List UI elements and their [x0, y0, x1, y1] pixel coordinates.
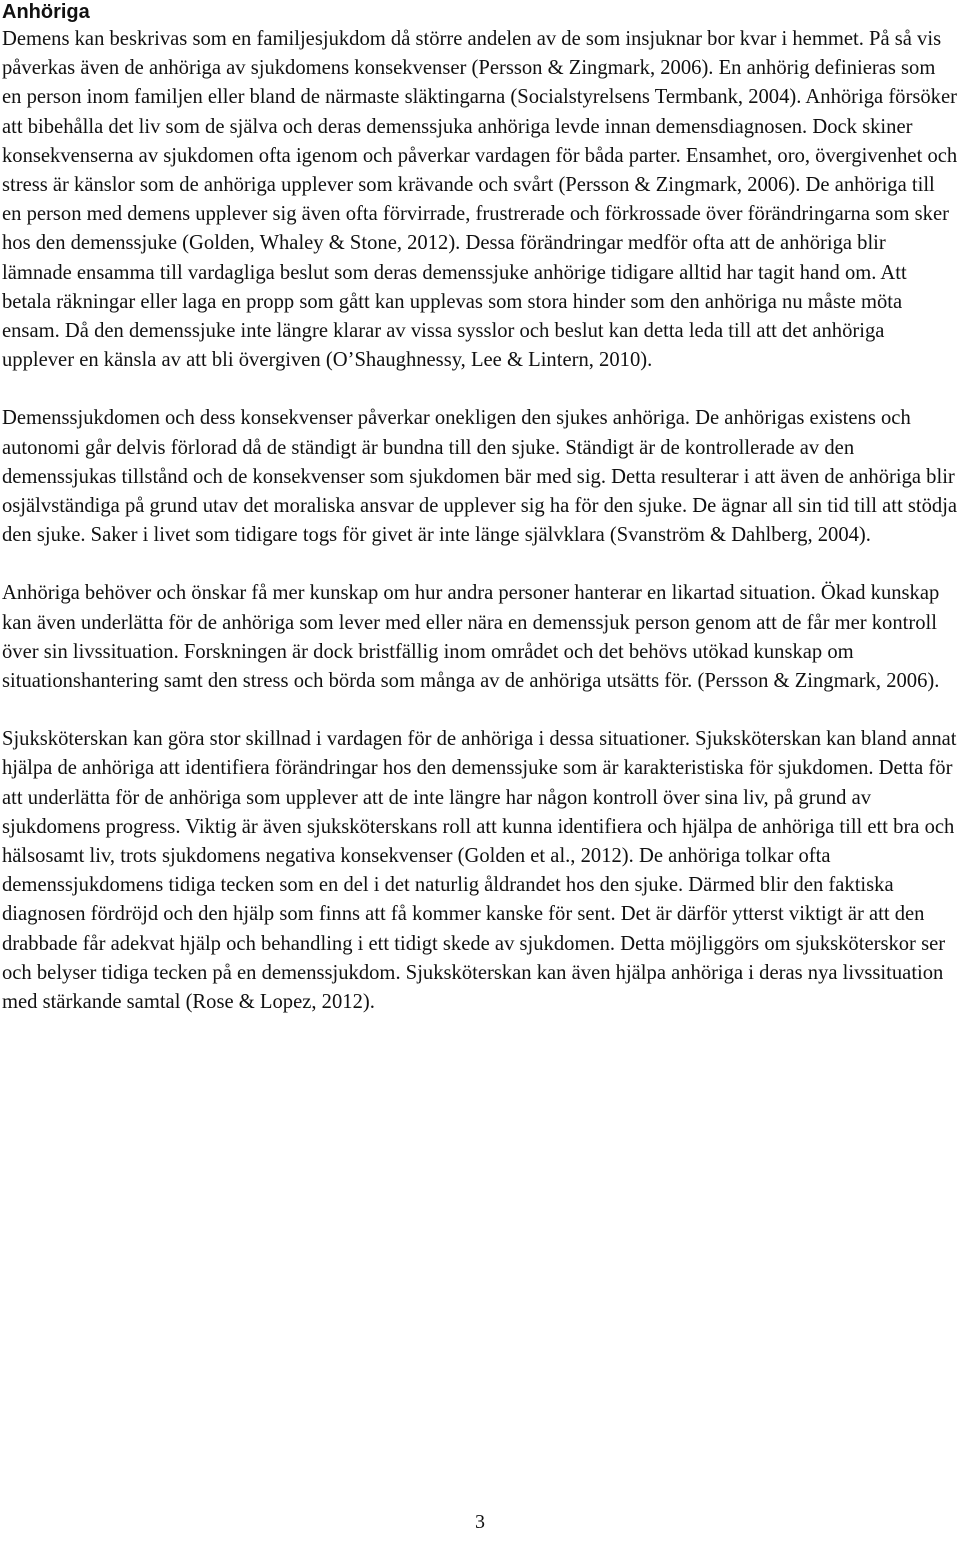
- paragraph-2: Demenssjukdomen och dess konsekvenser påverkar onekligen den sjukes anhöriga. De anhörigas existens och autonomi går delvis förlorad då de ständigt är bundna till den sjuke. Ständigt är de kontrollerade av den demenssjukas tillstånd och de konsekvenser som sjukdomen bär med sig. Detta resulterar i att även de anhöriga blir osjälvständiga på grund utav det moraliska ansvar de upplever sig ha för den sjuke. De ägnar all sin tid till att stödja den sjuke. Saker i livet som tidigare togs för givet är inte länge självklara (Svanström & Dahlberg, 2004).: [2, 407, 958, 547]
- paragraph-3: Anhöriga behöver och önskar få mer kunskap om hur andra personer hanterar en likartad situation. Ökad kunskap kan även underlätta för de anhöriga som lever med eller nära en demenssjuk person genom att de får mer kontroll över sin livssituation. Forskningen är dock bristfällig inom området och det behövs utökad kunskap om situationshantering samt den stress och börda som många av de anhöriga utsätts för. (Persson & Zingmark, 2006).: [2, 582, 940, 693]
- page-number: 3: [475, 1511, 485, 1533]
- paragraph-4: Sjuksköterskan kan göra stor skillnad i vardagen för de anhöriga i dessa situationer. Sjuksköterskan kan bland annat hjälpa de anhöriga att identifiera förändringar hos den demenssjuke som är karakteristiska för sjukdomen. Detta för att underlätta för de anhöriga som upplever att de inte längre har någon kontroll över sina liv, på grund av sjukdomens progress. Viktig är även sjuksköterskans roll att kunna identifiera och hjälpa de anhöriga till ett bra och hälsosamt liv, trots sjukdomens negativa konsekvenser (Golden et al., 2012). De anhöriga tolkar ofta demenssjukdomens tidiga tecken som en del i det naturlig åldrandet hos den sjuke. Därmed blir den faktiska diagnosen fördröjd och den hjälp som finns att få kommer kanske för sent. Det är därför ytterst viktigt är att den drabbade får adekvat hjälp och behandling i ett tidigt skede av sjukdomen. Detta möjliggörs om sjuksköterskor ser och belyser tidiga tecken på en demenssjukdom. Sjuksköterskan kan även hjälpa anhöriga i deras nya livssituation med stärkande samtal (Rose & Lopez, 2012).: [2, 728, 957, 1014]
- paragraph-1: Demens kan beskrivas som en familjesjukdom då större andelen av de som insjuknar bor kvar i hemmet. På så vis påverkas även de anhöriga av sjukdomens konsekvenser (Persson & Zingmark, 2006). En anhörig definieras som en person inom familjen eller bland de närmaste släktingarna (Socialstyrelsens Termbank, 2004). Anhöriga försöker att bibehålla det liv som de själva och deras demenssjuka anhöriga levde innan demensdiagnosen. Dock skiner konsekvenserna av sjukdomen ofta igenom och påverkar vardagen för båda parter. Ensamhet, oro, övergivenhet och stress är känslor som de anhöriga upplever som krävande och svårt (Persson & Zingmark, 2006). De anhöriga till en person med demens upplever sig även ofta förvirrade, frustrerade och förkrossade över förändringarna som sker hos den demenssjuke (Golden, Whaley & Stone, 2012). Dessa förändringar medför ofta att de anhöriga blir lämnade ensamma till vardagliga beslut som deras demenssjuke anhörige tidigare alltid har tagit hand om. Att betala räkningar eller laga en propp som gått kan upplevas som stora hinder som den anhöriga nu måste möta ensam. Då den demenssjuke inte längre klarar av vissa sysslor och beslut kan detta leda till att det anhöriga upplever en känsla av att bli övergiven (O’Shaughnessy, Lee & Lintern, 2010).: [2, 28, 958, 372]
- section-heading: Anhöriga: [2, 1, 90, 23]
